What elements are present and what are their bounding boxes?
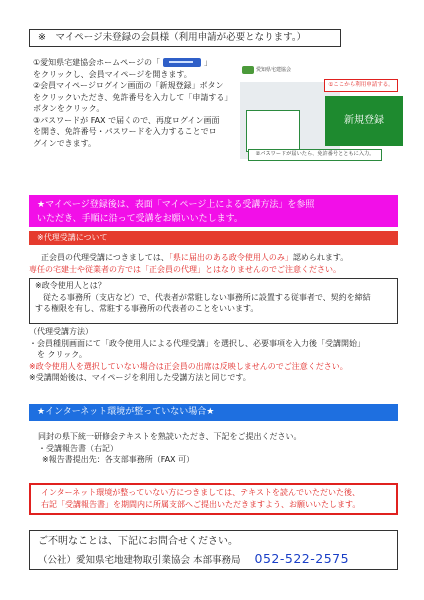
- definition-box: ※政令使用人とは？ 従たる事務所（支店など）で、代表者が常駐しない事務所に設置する従事者で、契約を締結 する権限を有し、常駐する事務所の代表者のことをいいます。: [29, 278, 398, 324]
- site-name: 愛知県宅建協会: [256, 67, 292, 73]
- register-button[interactable]: 新規登録: [325, 96, 403, 146]
- registration-steps: [33, 57, 241, 149]
- step-2-cont: をクリックいただき、免許番号を入力して「申請する」: [33, 92, 233, 102]
- internet-warning: インターネット環境が整っていない方につきましては、テキストを読んでいただいた後、 右記「受講報告書」を期間内に所属支部へご提出いただきますよう、お願いいたします。: [29, 483, 398, 515]
- callout-password: ②パスワードが届いたら、免許番号とともに入力。: [248, 149, 382, 161]
- step-2-end: ボタンをクリック。: [33, 104, 105, 113]
- contact-org: （公社）愛知県宅地建物取引業協会 本部事務局: [38, 555, 241, 566]
- member-page-banner-icon: [163, 58, 201, 67]
- internet-instructions: 同封の県下統一研修会テキストを熟読いただき、下記をご提出ください。 ・受講報告書（右記） ※報告書提出先：各支部事務所（FAX 可）: [38, 432, 302, 464]
- section-title: ※ マイページ未登録の会員様（利用申請が必要となります。）: [29, 29, 341, 47]
- step-1-cont: をクリックし、会員マイページを開きます。: [33, 69, 192, 79]
- mypage-notice: ★マイページ登録後は、表面「マイページ上による受講方法」を参照 いただき、手順に沿って受講をお願いいたします。: [29, 195, 398, 227]
- association-logo-icon: [242, 66, 254, 74]
- proxy-method: （代理受講方法） ・会員種別画面にて「政令使用人による代理受講」を選択し、必要事項を入力後「受講開始」 を クリック。 ※政令使用人を選択していない場合は正会員の出席は反映しませんのでご注意ください。 ※受講開始後は、マイページを利用した受講方法と同じです。: [29, 327, 365, 382]
- login-screenshot: [240, 64, 405, 159]
- step-3-cont: を開き、免許番号・パスワードを入力することでロ: [33, 127, 217, 136]
- step-3: ③パスワードが FAX で届くので、再度ログイン画面: [33, 115, 220, 125]
- proxy-heading: ※代理受講について: [29, 231, 398, 245]
- screenshot-header: [240, 64, 405, 76]
- step-1: ①愛知県宅建協会ホームページの「 」: [33, 58, 213, 67]
- proxy-intro: 正会員の代理受講につきましては、「県に届出のある政令使用人のみ」認められます。 専任の宅建士や従業者の方では「正会員の代理」とはなりませんのでご注意ください。: [41, 252, 401, 275]
- contact-box: ご不明なことは、下記にお問合せください。 （公社）愛知県宅地建物取引業協会 本部事務局 052-522-2575: [29, 530, 398, 570]
- contact-phone: 052-522-2575: [254, 551, 350, 566]
- step-3-end: グインできます。: [33, 138, 96, 148]
- proxy-caution: 専任の宅建士や従業者の方では「正会員の代理」とはなりませんのでご注意ください。: [29, 264, 341, 274]
- login-form: [246, 110, 300, 152]
- callout-apply: ①ここから利用申請する。: [324, 79, 398, 92]
- internet-heading: ★インターネット環境が整っていない場合★: [29, 404, 398, 421]
- step-2: ②会員マイページログイン画面の「新規登録」ボタン: [33, 81, 224, 90]
